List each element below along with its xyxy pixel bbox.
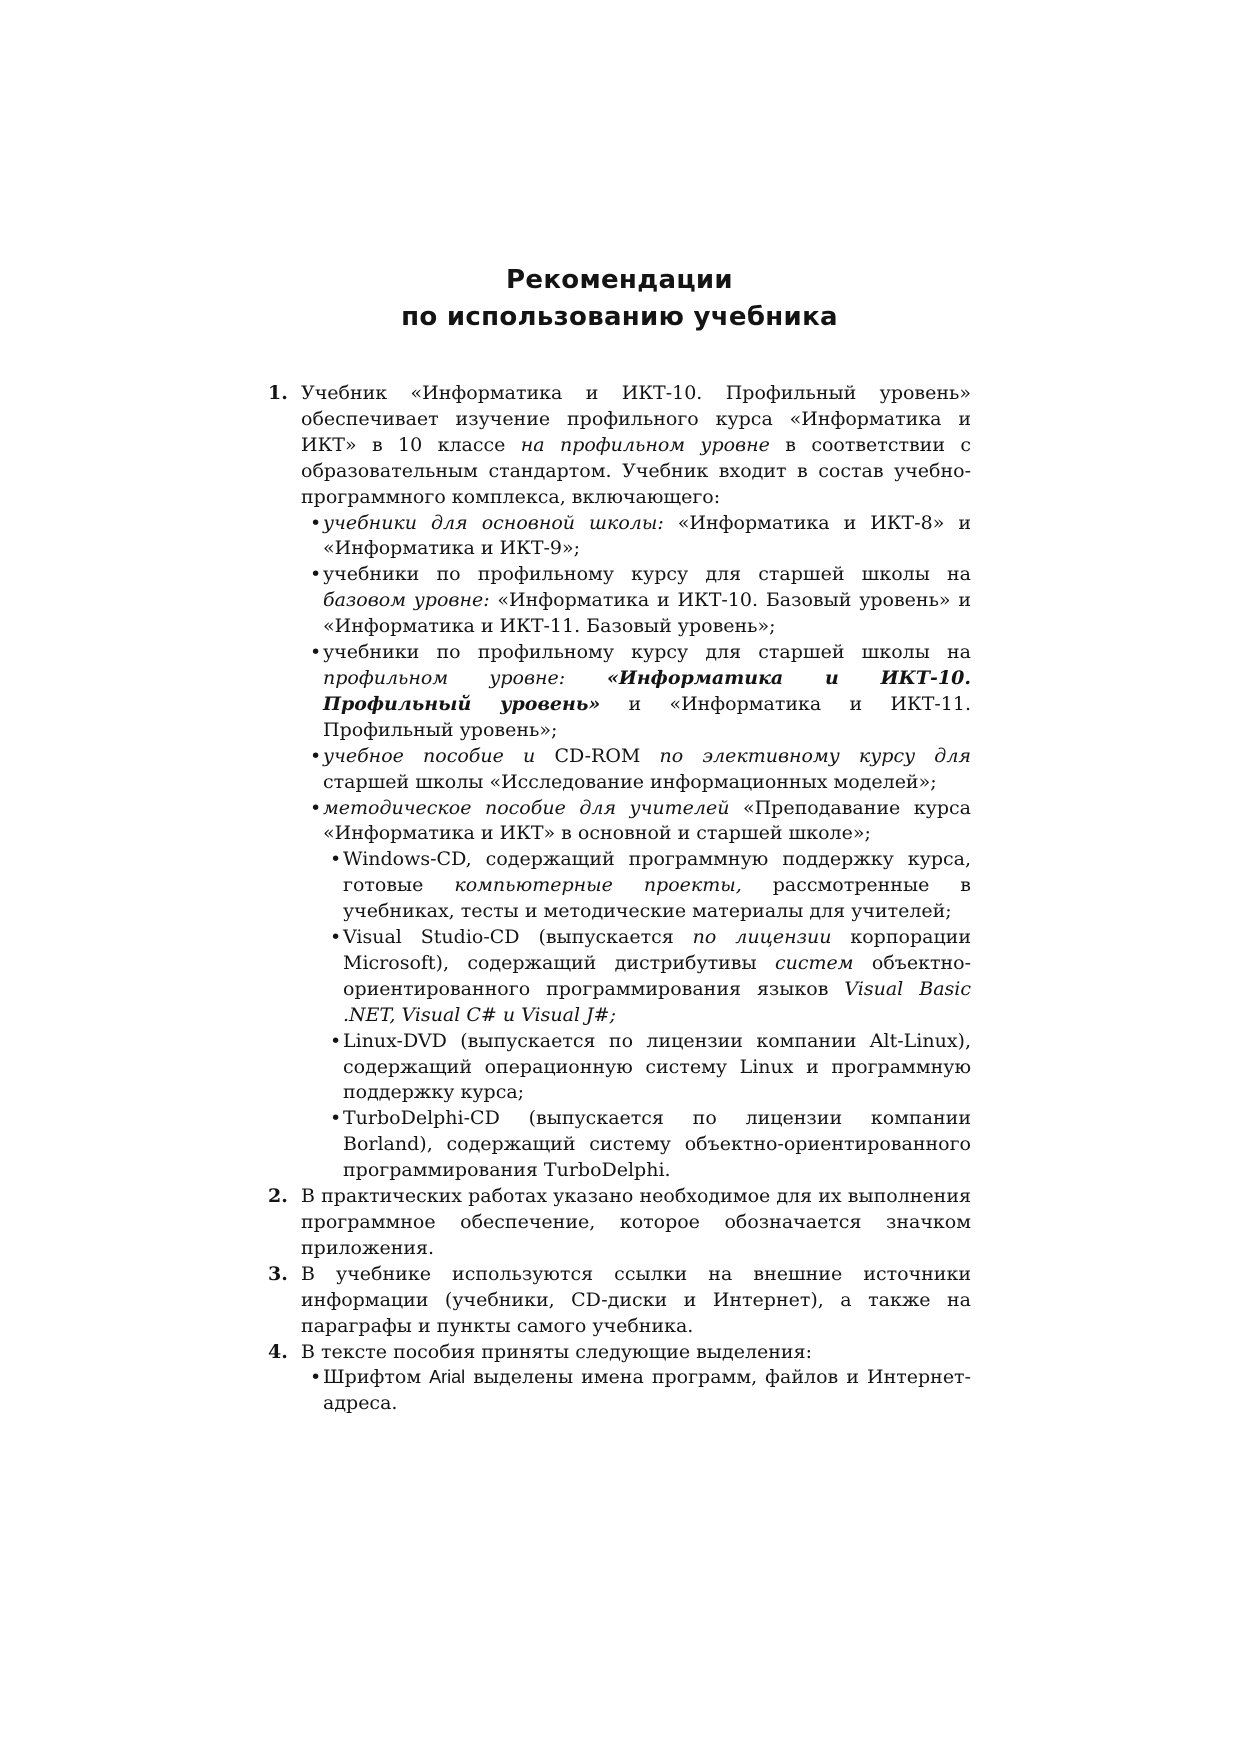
sub-bullet-item [301,1029,971,1107]
bullet-text: учебники по профильному курсу для старшей школы на [323,641,971,664]
bullet-text-end: выделены имена программ, файлов и Интернет-адреса. [323,1366,971,1415]
intro-text: Учебник «Информатика и ИКТ-10. Профильный уровень» обеспечивает изучение профильного курса «Информатика и ИКТ» в 10 классе [301,382,971,456]
bullet-item [301,744,971,796]
bullet-text: «Информатика и ИКТ-8» и «Информатика и ИКТ-9»; [323,511,971,560]
bullet-text: «Преподавание курса «Информатика и ИКТ» в основной и старшей школе»; [323,796,971,845]
item-text: В практических работах указано необходимое для их выполнения программное обеспечение, которое обозначается значком приложения. [301,1185,971,1259]
bullet-text-end: старшей школы «Исследование информационных моделей»; [323,770,937,793]
intro-text-end: в соответствии с образовательным стандартом. Учебник входит в состав учебно-программного комплекса, включающего: [301,433,972,508]
sub-bullet-italic: по лицензии [692,926,832,949]
intro-italic: на профильном уровне [520,433,770,456]
bullet-text: CD-ROM [535,744,660,767]
sub-bullet-text: Visual Studio-CD (выпускается [343,926,693,949]
title-line-1: Рекомендации [506,265,733,295]
sub-bullet-text: Windows-CD, содержащий программную поддержку курса, готовые [343,848,971,897]
sub-bullet-text-2: корпорации Microsoft), содержащий дистрибутивы [343,926,971,974]
bullet-italic: методическое пособие для учителей [323,796,730,819]
bullet-item [301,640,971,744]
bullet-italic: базовом уровне: [323,589,490,612]
bullet-item [301,1365,971,1417]
font-sample: Arial [429,1367,466,1388]
sub-bullet-text: Linux-DVD (выпускается по лицензии компании Alt-Linux), содержащий операционную систему Linux и программную поддержку курса; [343,1029,971,1104]
recommendations-list [268,381,971,1417]
page-title [0,262,1239,336]
item-number: 3. [268,1262,288,1285]
item-text: В учебнике используются ссылки на внешние источники информации (учебники, CD-диски и Интернет), а также на параграфы и пункты самого учебника. [301,1262,971,1337]
item-number: 2. [268,1185,288,1208]
sub-bullet-text-3: объектно-ориентированного программирования языков [343,951,971,1000]
list-item-3 [268,1262,971,1340]
bullet-item [301,796,971,848]
sub-bullet-italic: компьютерные проекты, [454,874,742,897]
sub-bullet-text: TurboDelphi-CD (выпускается по лицензии компании Borland), содержащий систему объектно-ориентированного программирования TurboDelphi. [343,1107,971,1182]
bullet-italic: учебники для основной школы: [323,511,664,534]
bullet-italic: учебное пособие и [323,744,536,767]
item-number: 1. [268,382,288,404]
bullet-text-end: «Информатика и ИКТ-10. Базовый уровень» и «Информатика и ИКТ-11. Базовый уровень»; [323,589,971,638]
bullet-item [301,511,971,563]
sub-bullet-italic-2: систем [774,951,854,974]
sub-bullet-italic-3: Visual Basic .NET, Visual C# и Visual J#; [343,977,971,1026]
bullet-text-end: и «Информатика и ИКТ-11. Профильный уровень»; [323,692,972,741]
bullet-item [301,562,971,640]
bullet-text: Шрифтом [323,1366,430,1389]
sub-bullet-item [301,847,971,925]
item-1-intro [301,381,971,511]
bullet-bold-title: «Информатика и ИКТ-10. Профильный уровень» [323,666,971,715]
sub-bullet-item [301,1106,971,1184]
sub-bullet-text-end: рассмотренные в учебниках, тесты и методические материалы для учителей; [343,874,971,923]
item-text: В тексте пособия приняты следующие выделения: [301,1340,812,1363]
title-line-2: по использованию учебника [401,302,838,332]
item-number: 4. [268,1340,288,1363]
bullet-text: учебники по профильному курсу для старшей школы на [323,563,971,586]
list-item-1 [268,381,971,1184]
list-item-4 [268,1340,971,1418]
list-item-2 [268,1184,971,1262]
bullet-italic: профильном уровне: [323,666,566,689]
bullet-italic-2: по элективному курсу для [659,744,972,767]
sub-bullet-item [301,925,971,1029]
